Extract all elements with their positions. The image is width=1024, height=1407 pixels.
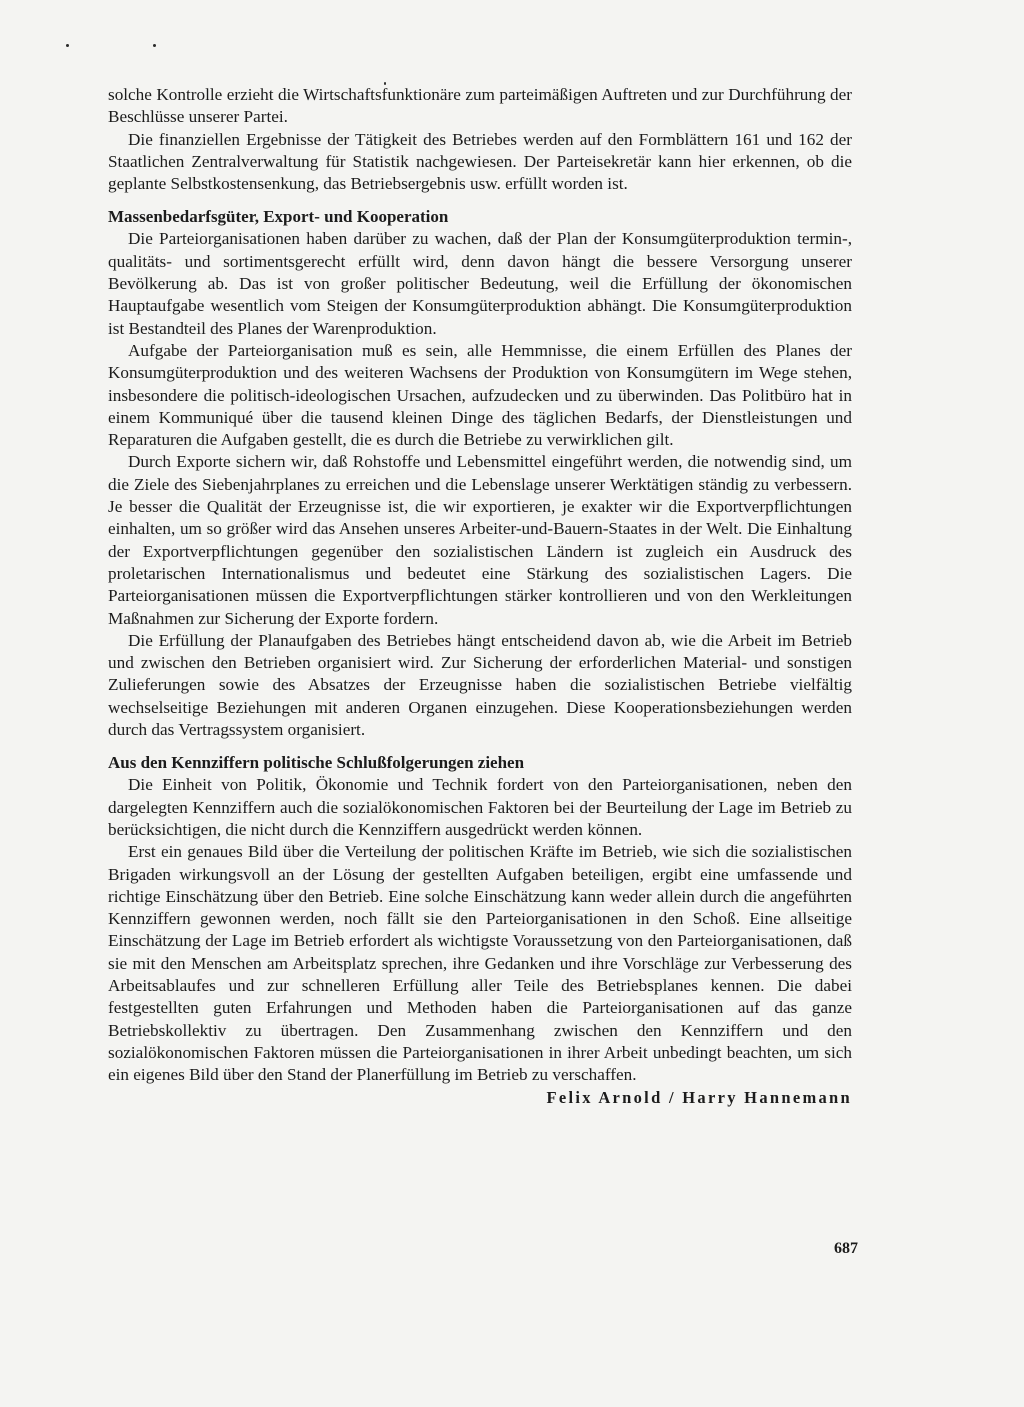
section1-paragraph-2: Aufgabe der Parteiorganisation muß es sein, alle Hemmnisse, die einem Erfüllen des Planes der Konsumgüterproduktion und des weiteren Wachsens der Produktion von Konsumgütern im Wege stehen, insbesondere die politisch-ideologischen Ursachen, aufzudecken und zu überwinden. Das Politbüro hat in einem Kommuniqué über die tausend kleinen Dinge des täglichen Bedarfs, der Dienstleistungen und Reparaturen die Aufgaben gestellt, die es durch die Betriebe zu verwirklichen gilt. bbox=[108, 340, 852, 450]
section-heading-mass-goods: Massenbedarfsgüter, Export- und Kooperation bbox=[108, 207, 449, 227]
section2-paragraph-2: Erst ein genaues Bild über die Verteilung der politischen Kräfte im Betrieb, wie sich die sozialistischen Brigaden wirkungsvoll an der Lösung der gestellten Aufgaben beteiligen, ergibt eine umfassende und richtige Einschätzung über den Betrieb. Eine solche Einschätzung kann weder allein durch die angeführten Kennziffern gewonnen werden, noch fällt sie den Parteiorganisationen in den Schoß. Eine allseitige Einschätzung der Lage im Betrieb erfordert als wichtigste Voraussetzung von den Parteiorganisationen, daß sie mit den Menschen am Arbeitsplatz sprechen, ihre Gedanken und ihre Vorschläge zur Verbesserung des Arbeitsablaufes und zur schnelleren Erfüllung aller Teile des Betriebsplanes kennen. Die dabei festgestellten guten Erfahrungen und Methoden haben die Parteiorganisationen auf das ganze Betriebskollektiv zu übertragen. Den Zusammenhang zwischen den Kennziffern und den sozialökonomischen Faktoren müssen die Parteiorganisationen in ihrer Arbeit unbedingt beachten, um sich ein eigenes Bild über den Stand der Planerfüllung im Betrieb zu verschaffen. bbox=[108, 842, 852, 1085]
page-number: 687 bbox=[834, 1240, 858, 1257]
section1-paragraph-4: Die Erfüllung der Planaufgaben des Betriebes hängt entscheidend davon ab, wie die Arbeit im Betrieb und zwischen den Betrieben organisiert wird. Zur Sicherung der erforderlichen Material- und sonstigen Zulieferungen sowie des Absatzes der Erzeugnisse haben die sozialistischen Betriebe vielfältig wechselseitige Beziehungen mit anderen Organen einzugehen. Diese Kooperationsbeziehungen werden durch das Vertragssystem organisiert. bbox=[108, 630, 852, 740]
intro-paragraph-2: Die finanziellen Ergebnisse der Tätigkeit des Betriebes werden auf den Formblättern 161 und 162 der Staatlichen Zentralverwaltung für Statistik nachgewiesen. Der Parteisekretär kann hier erkennen, ob die geplante Selbstkostensenkung, das Betriebsergebnis usw. erfüllt worden ist. bbox=[108, 129, 852, 194]
intro-paragraph-1: solche Kontrolle erzieht die Wirtschaftsfunktionäre zum parteimäßigen Auftreten und zur Durchführung der Beschlüsse unserer Partei. bbox=[108, 85, 852, 127]
scan-speck bbox=[66, 44, 69, 47]
section2-paragraph-1: Die Einheit von Politik, Ökonomie und Technik fordert von den Parteiorganisationen, neben den dargelegten Kennziffern auch die sozialökonomischen Faktoren bei der Beurteilung der Lage im Betrieb zu berücksichtigen, die nicht durch die Kennziffern ausgedrückt werden können. bbox=[108, 775, 852, 839]
scan-speck bbox=[153, 44, 156, 47]
author-signature: Felix Arnold / Harry Hannemann bbox=[546, 1088, 852, 1108]
section-heading-conclusions: Aus den Kennziffern politische Schlußfolgerungen ziehen bbox=[108, 753, 525, 773]
text-column bbox=[108, 84, 852, 1109]
section1-paragraph-1: Die Parteiorganisationen haben darüber zu wachen, daß der Plan der Konsumgüterproduktion termin-, qualitäts- und sortimentsgerecht erfüllt wird, denn davon hängt die bessere Versorgung unserer Bevölkerung ab. Das ist von großer politischer Bedeutung, weil die Erfüllung der ökonomischen Hauptaufgabe wesentlich vom Steigen der Konsumgüterproduktion abhängt. Die Konsumgüterproduktion ist Bestandteil des Planes der Warenproduktion. bbox=[108, 229, 852, 338]
section1-paragraph-3: Durch Exporte sichern wir, daß Rohstoffe und Lebensmittel eingeführt werden, die notwendig sind, um die Ziele des Siebenjahrplanes zu erreichen und die Lebenslage unserer Werktätigen ständig zu verbessern. Je besser die Qualität der Erzeugnisse ist, die wir exportieren, je exakter wir die Exportverpflichtungen einhalten, um so größer wird das Ansehen unseres Arbeiter-und-Bauern-Staates in der Welt. Die Einhaltung der Exportverpflichtungen gegenüber den sozialistischen Ländern ist zugleich ein Ausdruck des proletarischen Internationalismus und bedeutet eine Stärkung des sozialistischen Lagers. Die Parteiorganisationen müssen die Exportverpflichtungen stärker kontrollieren und von den Werkleitungen Maßnahmen zur Sicherung der Exporte fordern. bbox=[108, 452, 852, 628]
